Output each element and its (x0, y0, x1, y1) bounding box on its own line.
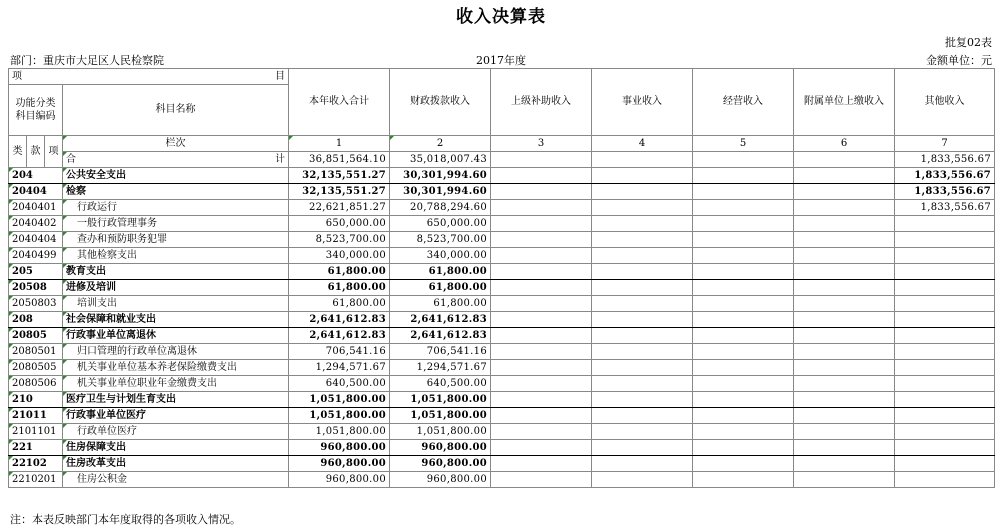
row-value-col7 (895, 328, 995, 344)
report-title: 收入决算表 (456, 7, 546, 27)
row-value-col1: 340,000.00 (289, 248, 390, 264)
row-value-col3 (491, 472, 592, 488)
row-value-col2: 1,051,800.00 (390, 392, 491, 408)
row-value-col1: 650,000.00 (289, 216, 390, 232)
row-value-col3 (491, 440, 592, 456)
row-value-col6 (794, 200, 895, 216)
row-value-col5 (693, 328, 794, 344)
row-value-col2: 61,800.00 (390, 280, 491, 296)
row-value-col2: 340,000.00 (390, 248, 491, 264)
row-code: 208 (9, 312, 63, 328)
row-value-col5 (693, 344, 794, 360)
row-value-col5 (693, 232, 794, 248)
row-code: 2040499 (9, 248, 63, 264)
row-value-col6 (794, 296, 895, 312)
row-value-col2: 960,800.00 (390, 440, 491, 456)
row-value-col6 (794, 248, 895, 264)
row-value-col5 (693, 376, 794, 392)
row-subject-name: 进修及培训 (63, 280, 289, 296)
row-value-col6 (794, 424, 895, 440)
row-value-col7 (895, 248, 995, 264)
row-value-col4 (592, 440, 693, 456)
row-code: 2040401 (9, 200, 63, 216)
row-value-col2: 2,641,612.83 (390, 328, 491, 344)
total-c4 (592, 152, 693, 168)
table-row (9, 312, 995, 328)
row-value-col4 (592, 248, 693, 264)
row-value-col3 (491, 296, 592, 312)
row-value-col1: 32,135,551.27 (289, 184, 390, 200)
row-subject-name: 其他检察支出 (63, 248, 289, 264)
table-row (9, 424, 995, 440)
row-code: 204 (9, 168, 63, 184)
row-value-col1: 1,051,800.00 (289, 424, 390, 440)
xiang-header: 项 (45, 136, 63, 168)
row-value-col3 (491, 216, 592, 232)
table-row (9, 328, 995, 344)
row-value-col7 (895, 456, 995, 472)
total-row (9, 152, 995, 168)
row-subject-name: 一般行政管理事务 (63, 216, 289, 232)
row-value-col6 (794, 392, 895, 408)
row-value-col5 (693, 184, 794, 200)
table-row (9, 264, 995, 280)
row-value-col5 (693, 312, 794, 328)
income-table (8, 68, 995, 488)
row-value-col5 (693, 472, 794, 488)
row-value-col7 (895, 232, 995, 248)
row-value-col3 (491, 248, 592, 264)
row-value-col5 (693, 440, 794, 456)
row-value-col6 (794, 264, 895, 280)
header-row-colnum (9, 136, 995, 152)
row-value-col2: 1,051,800.00 (390, 408, 491, 424)
col-header-2: 财政拨款收入 (390, 69, 491, 136)
row-code: 20508 (9, 280, 63, 296)
department-label: 部门：重庆市大足区人民检察院 (10, 54, 164, 67)
row-value-col3 (491, 168, 592, 184)
total-c3 (491, 152, 592, 168)
row-value-col7 (895, 440, 995, 456)
row-value-col2: 20,788,294.60 (390, 200, 491, 216)
row-value-col4 (592, 296, 693, 312)
table-row (9, 232, 995, 248)
row-value-col1: 2,641,612.83 (289, 312, 390, 328)
table-row (9, 168, 995, 184)
table-row (9, 456, 995, 472)
row-value-col1: 1,294,571.67 (289, 360, 390, 376)
row-value-col7 (895, 360, 995, 376)
row-value-col4 (592, 360, 693, 376)
col-number-4: 4 (592, 136, 693, 152)
row-value-col3 (491, 280, 592, 296)
row-value-col4 (592, 456, 693, 472)
row-value-col1: 640,500.00 (289, 376, 390, 392)
row-value-col2: 640,500.00 (390, 376, 491, 392)
row-value-col2: 1,294,571.67 (390, 360, 491, 376)
row-value-col7 (895, 408, 995, 424)
col-number-2: 2 (390, 136, 491, 152)
row-value-col1: 2,641,612.83 (289, 328, 390, 344)
row-value-col5 (693, 424, 794, 440)
row-value-col5 (693, 408, 794, 424)
row-subject-name: 培训支出 (63, 296, 289, 312)
row-value-col7: 1,833,556.67 (895, 168, 995, 184)
row-value-col4 (592, 280, 693, 296)
row-value-col1: 960,800.00 (289, 472, 390, 488)
table-row (9, 440, 995, 456)
row-code: 2040402 (9, 216, 63, 232)
row-value-col3 (491, 424, 592, 440)
row-value-col4 (592, 392, 693, 408)
table-row (9, 216, 995, 232)
row-value-col3 (491, 376, 592, 392)
row-value-col4 (592, 408, 693, 424)
table-row (9, 184, 995, 200)
row-code: 221 (9, 440, 63, 456)
row-code: 2080505 (9, 360, 63, 376)
row-subject-name: 归口管理的行政单位离退休 (63, 344, 289, 360)
row-code: 21011 (9, 408, 63, 424)
row-value-col5 (693, 200, 794, 216)
row-value-col4 (592, 200, 693, 216)
subject-name-header: 科目名称 (63, 85, 289, 136)
row-subject-name: 行政运行 (63, 200, 289, 216)
row-value-col1: 22,621,851.27 (289, 200, 390, 216)
row-subject-name: 医疗卫生与计划生育支出 (63, 392, 289, 408)
row-value-col3 (491, 264, 592, 280)
row-value-col7 (895, 344, 995, 360)
row-value-col3 (491, 328, 592, 344)
row-value-col7 (895, 392, 995, 408)
kuan-header: 款 (27, 136, 45, 168)
row-value-col2: 1,051,800.00 (390, 424, 491, 440)
col-header-3: 上级补助收入 (491, 69, 592, 136)
row-value-col2: 30,301,994.60 (390, 168, 491, 184)
row-value-col4 (592, 184, 693, 200)
column-index-label: 栏次 (63, 136, 289, 152)
col-number-6: 6 (794, 136, 895, 152)
item-label: 项 (12, 70, 22, 82)
row-value-col2: 706,541.16 (390, 344, 491, 360)
table-row (9, 408, 995, 424)
total-c1: 36,851,564.10 (289, 152, 390, 168)
row-code: 2080501 (9, 344, 63, 360)
row-value-col7 (895, 424, 995, 440)
row-subject-name: 机关事业单位职业年金缴费支出 (63, 376, 289, 392)
row-value-col2: 960,800.00 (390, 456, 491, 472)
row-value-col2: 8,523,700.00 (390, 232, 491, 248)
row-value-col6 (794, 280, 895, 296)
row-subject-name: 行政事业单位医疗 (63, 408, 289, 424)
row-value-col6 (794, 456, 895, 472)
table-row (9, 296, 995, 312)
row-value-col5 (693, 360, 794, 376)
row-value-col5 (693, 216, 794, 232)
currency-unit: 金额单位：元 (926, 54, 992, 67)
total-c6 (794, 152, 895, 168)
row-value-col1: 1,051,800.00 (289, 408, 390, 424)
row-value-col4 (592, 312, 693, 328)
row-value-col7: 1,833,556.67 (895, 200, 995, 216)
row-value-col5 (693, 280, 794, 296)
row-value-col3 (491, 456, 592, 472)
row-value-col2: 960,800.00 (390, 472, 491, 488)
row-value-col1: 1,051,800.00 (289, 392, 390, 408)
row-value-col4 (592, 376, 693, 392)
form-code: 批复02表 (945, 36, 992, 49)
row-value-col6 (794, 376, 895, 392)
row-value-col2: 30,301,994.60 (390, 184, 491, 200)
row-value-col7 (895, 472, 995, 488)
lei-header: 类 (9, 136, 27, 168)
row-code: 2101101 (9, 424, 63, 440)
row-value-col6 (794, 344, 895, 360)
row-value-col3 (491, 408, 592, 424)
row-value-col6 (794, 312, 895, 328)
table-row (9, 248, 995, 264)
row-value-col7 (895, 376, 995, 392)
col-header-4: 事业收入 (592, 69, 693, 136)
row-value-col4 (592, 216, 693, 232)
row-code: 22102 (9, 456, 63, 472)
row-value-col7 (895, 280, 995, 296)
row-value-col4 (592, 344, 693, 360)
func-code-header: 功能分类科目编码 (9, 85, 63, 136)
row-value-col7: 1,833,556.67 (895, 184, 995, 200)
row-value-col6 (794, 360, 895, 376)
row-subject-name: 住房公积金 (63, 472, 289, 488)
row-value-col7 (895, 216, 995, 232)
row-code: 205 (9, 264, 63, 280)
row-value-col1: 61,800.00 (289, 280, 390, 296)
row-value-col5 (693, 248, 794, 264)
row-value-col4 (592, 264, 693, 280)
row-subject-name: 检察 (63, 184, 289, 200)
row-code: 2210201 (9, 472, 63, 488)
row-code: 20805 (9, 328, 63, 344)
row-value-col2: 61,800.00 (390, 296, 491, 312)
row-value-col4 (592, 328, 693, 344)
row-subject-name: 社会保障和就业支出 (63, 312, 289, 328)
row-subject-name: 查办和预防职务犯罪 (63, 232, 289, 248)
row-code: 2080506 (9, 376, 63, 392)
footnote: 注：本表反映部门本年度取得的各项收入情况。 (10, 513, 241, 526)
total-label-right: 计 (275, 153, 285, 165)
row-value-col7 (895, 312, 995, 328)
total-c5 (693, 152, 794, 168)
table-row (9, 376, 995, 392)
row-value-col4 (592, 168, 693, 184)
table-row (9, 392, 995, 408)
row-code: 2040404 (9, 232, 63, 248)
row-value-col1: 61,800.00 (289, 264, 390, 280)
col-header-6: 附属单位上缴收入 (794, 69, 895, 136)
row-value-col6 (794, 328, 895, 344)
row-value-col3 (491, 312, 592, 328)
row-value-col2: 2,641,612.83 (390, 312, 491, 328)
row-value-col3 (491, 232, 592, 248)
total-c7: 1,833,556.67 (895, 152, 995, 168)
header-row-item (9, 69, 995, 85)
row-subject-name: 机关事业单位基本养老保险缴费支出 (63, 360, 289, 376)
row-value-col1: 706,541.16 (289, 344, 390, 360)
row-value-col1: 8,523,700.00 (289, 232, 390, 248)
row-value-col4 (592, 424, 693, 440)
row-value-col2: 61,800.00 (390, 264, 491, 280)
table-row (9, 200, 995, 216)
row-value-col1: 960,800.00 (289, 456, 390, 472)
col-number-3: 3 (491, 136, 592, 152)
table-row (9, 280, 995, 296)
col-header-5: 经营收入 (693, 69, 794, 136)
item-header-cell (9, 69, 289, 85)
total-label-cell (63, 152, 289, 168)
row-value-col5 (693, 168, 794, 184)
table-row (9, 360, 995, 376)
row-value-col6 (794, 232, 895, 248)
row-value-col6 (794, 472, 895, 488)
row-value-col6 (794, 168, 895, 184)
row-value-col7 (895, 296, 995, 312)
row-value-col5 (693, 296, 794, 312)
row-value-col1: 960,800.00 (289, 440, 390, 456)
row-value-col3 (491, 360, 592, 376)
row-value-col3 (491, 392, 592, 408)
item-label-right: 目 (275, 70, 285, 82)
col-number-5: 5 (693, 136, 794, 152)
row-subject-name: 行政事业单位离退休 (63, 328, 289, 344)
col-header-7: 其他收入 (895, 69, 995, 136)
fiscal-year: 2017年度 (476, 54, 526, 67)
row-value-col3 (491, 344, 592, 360)
row-code: 210 (9, 392, 63, 408)
col-header-1: 本年收入合计 (289, 69, 390, 136)
row-value-col7 (895, 264, 995, 280)
table-row (9, 472, 995, 488)
row-value-col6 (794, 440, 895, 456)
table-row (9, 344, 995, 360)
row-value-col1: 32,135,551.27 (289, 168, 390, 184)
row-code: 20404 (9, 184, 63, 200)
row-value-col4 (592, 472, 693, 488)
row-code: 2050803 (9, 296, 63, 312)
row-value-col5 (693, 392, 794, 408)
row-value-col3 (491, 200, 592, 216)
row-value-col6 (794, 216, 895, 232)
total-c2: 35,018,007.43 (390, 152, 491, 168)
row-subject-name: 住房保障支出 (63, 440, 289, 456)
col-number-1: 1 (289, 136, 390, 152)
total-label: 合 (66, 153, 76, 165)
row-subject-name: 住房改革支出 (63, 456, 289, 472)
row-value-col3 (491, 184, 592, 200)
row-value-col2: 650,000.00 (390, 216, 491, 232)
row-value-col5 (693, 456, 794, 472)
row-value-col1: 61,800.00 (289, 296, 390, 312)
row-value-col6 (794, 408, 895, 424)
row-subject-name: 教育支出 (63, 264, 289, 280)
col-number-7: 7 (895, 136, 995, 152)
row-value-col4 (592, 232, 693, 248)
row-value-col5 (693, 264, 794, 280)
row-subject-name: 公共安全支出 (63, 168, 289, 184)
row-value-col6 (794, 184, 895, 200)
row-subject-name: 行政单位医疗 (63, 424, 289, 440)
